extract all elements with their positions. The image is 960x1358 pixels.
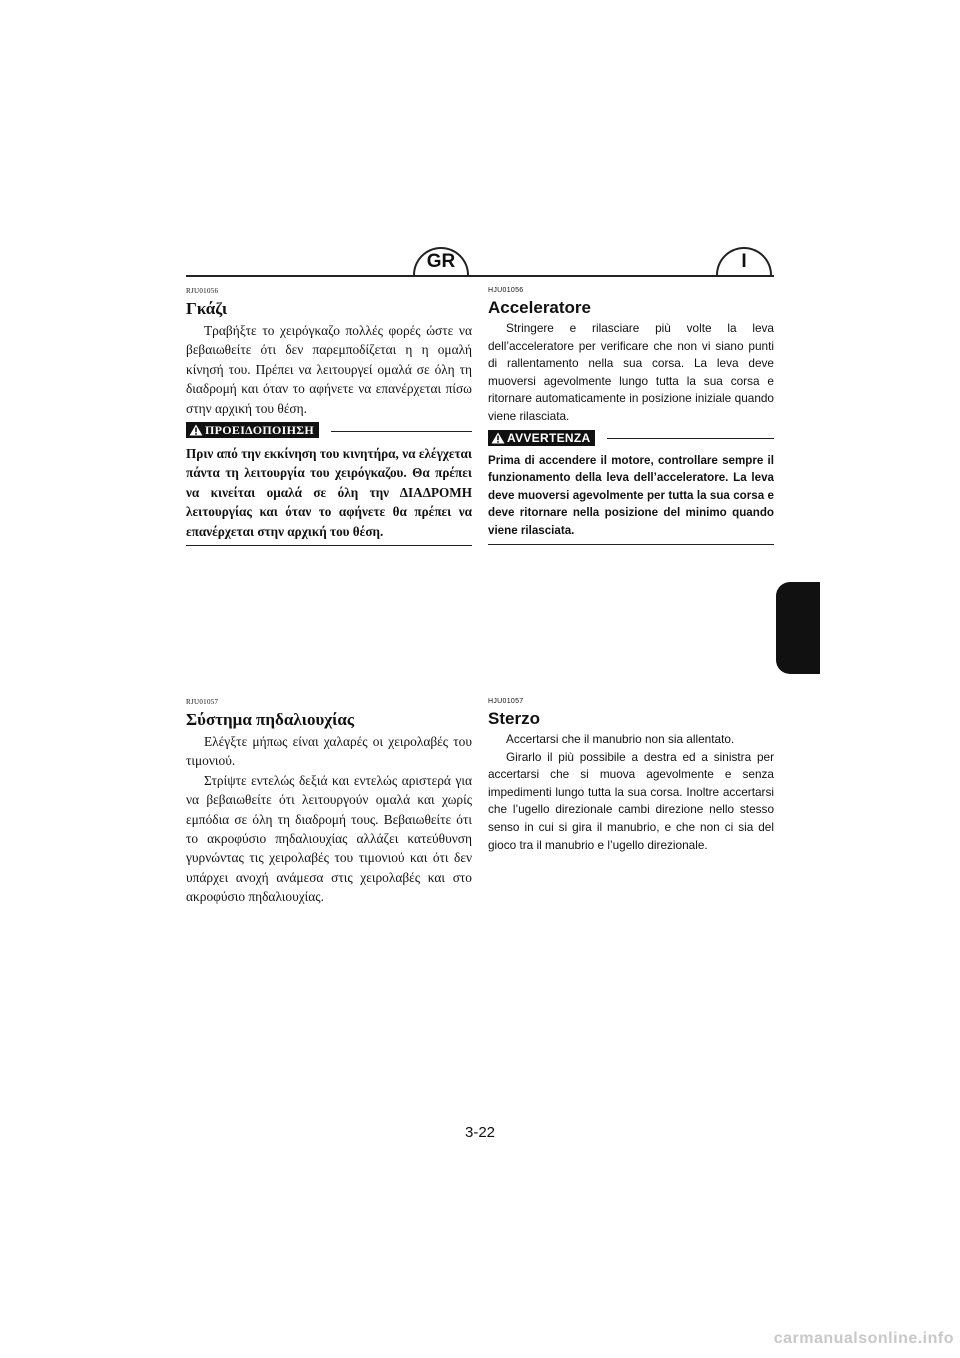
section-code: RJU01056 [186,287,219,295]
section-code: HJU01056 [488,287,524,294]
section-title: Sterzo [488,709,540,728]
warning-box [186,422,472,546]
warning-label: AVVERTENZA [507,430,591,445]
warning-badge [186,422,319,438]
warning-label: ΠΡΟΕΙΔΟΠΟΙΗΣΗ [205,422,314,437]
section-body: Τραβήξτε το χειρόγκαζο πολλές φορές ώστε να βεβαιωθείτε ότι δεν παρεμποδίζεται η η ομαλή κίνησή του. Πρέπει να λειτουργεί ομαλά σε όλη τη διαδρομή και όταν το αφήνετε να επανέρχεται πίσω στην αρχική του θέση. [186,323,472,416]
warning-text: Prima di accendere il motore, controllare sempre il funzionamento della leva dell’acceleratore. La leva deve muoversi agevolmente per tutta la sua corsa e deve ritornare nella posizione del minimo quando viene rilasciata. [488,453,774,537]
chapter-thumb-tab [776,582,820,674]
section-paragraph: Accertarsi che il manubrio non sia allentato. [506,732,735,746]
header-rule [186,275,774,277]
language-tab-gr [413,247,469,275]
language-label-it: I [741,251,747,272]
section-title: Γκάζι [186,299,228,318]
section-gr-steering [186,698,472,907]
warning-box [488,430,774,545]
page-number: 3-22 [464,1124,496,1141]
warning-rule [331,431,472,432]
section-code: RJU01057 [186,698,219,706]
watermark: carmanualsonline.info [773,1330,954,1347]
section-it-throttle [488,287,774,545]
section-gr-throttle [186,287,472,546]
language-tab-it [716,247,772,275]
section-paragraph: Στρίψτε εντελώς δεξιά και εντελώς αριστερά για να βεβαιωθείτε ότι λειτουργούν ομαλά και χωρίς εμπόδια σε όλη τη διαδρομή τους. Βεβαιωθείτε ότι το ακροφύσιο πηδαλιουχίας αλλάζει κατεύθυνση γυρνώντας τις χειρολαβές του τιμονιού και ότι δεν υπάρχει ανοχή ανάμεσα στις χειρολαβές και στο ακροφύσιο πηδαλιουχίας. [186,772,472,905]
warning-triangle-icon [491,432,505,444]
section-paragraph: Ελέγξτε μήπως είναι χαλαρές οι χειρολαβές του τιμονιού. [186,734,472,769]
language-label-gr: GR [426,251,456,272]
section-title: Acceleratore [488,298,592,317]
warning-badge [488,430,595,446]
warning-triangle-icon [189,424,203,436]
warning-text: Πριν από την εκκίνηση του κινητήρα, να ελέγχεται πάντα τη λειτουργία του χειρόγκαζου. Θα πρέπει να κινείται ομαλά σε όλη την ΔΙΑΔΡΟΜΗ λειτουργίας και όταν το αφήνετε θα πρέπει να επανέρχεται στην αρχική του θέση. [186,446,472,539]
section-body: Stringere e rilasciare più volte la leva dell’acceleratore per verificare che non vi siano punti di rallentamento nella sua corsa. La leva deve muoversi agevolmente lungo tutta la sua corsa e ritornare automaticamente in posizione iniziale quando viene rilasciata. [488,321,774,423]
section-it-steering [488,698,774,854]
section-paragraph: Girarlo il più possibile a destra ed a sinistra per accertarsi che si muova agevolmente e senza impedimenti lungo tutta la sua corsa. Inoltre accertarsi che l’ugello direzionale cambi direzione nello stesso senso in cui si gira il manubrio, e che non ci sia del gioco tra il manubrio e l’ugello direzionale. [488,749,774,852]
warning-rule [607,438,774,439]
section-title: Σύστημα πηδαλιουχίας [186,710,355,729]
section-code: HJU01057 [488,698,524,705]
